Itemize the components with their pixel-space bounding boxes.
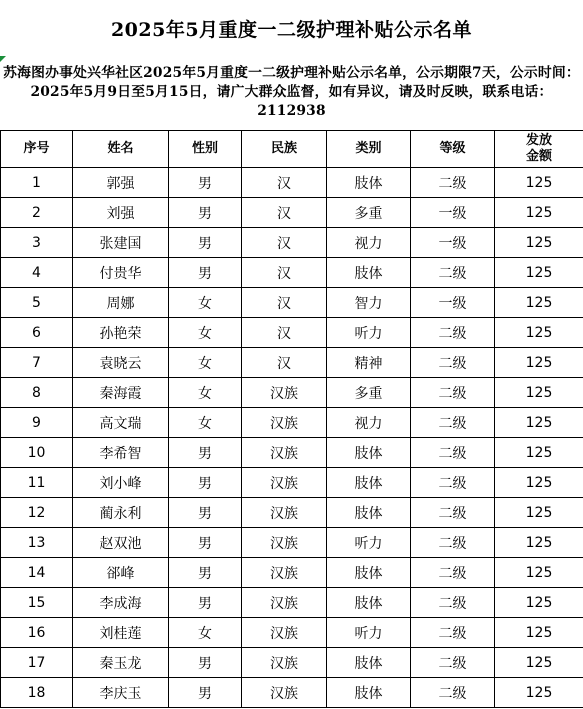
cell-ethnicity: 汉 bbox=[242, 228, 327, 258]
cell-ethnicity: 汉 bbox=[242, 258, 327, 288]
cell-category: 多重 bbox=[327, 378, 411, 408]
cell-name: 高文瑞 bbox=[73, 408, 169, 438]
header-index: 序号 bbox=[1, 131, 73, 168]
cell-category: 听力 bbox=[327, 318, 411, 348]
cell-amount: 125 bbox=[495, 648, 583, 678]
cell-level: 二级 bbox=[411, 588, 495, 618]
table-row bbox=[1, 438, 583, 468]
cell-gender: 女 bbox=[169, 318, 242, 348]
cell-level: 一级 bbox=[411, 198, 495, 228]
cell-gender: 男 bbox=[169, 558, 242, 588]
cell-index: 12 bbox=[1, 498, 73, 528]
cell-gender: 女 bbox=[169, 348, 242, 378]
cell-category: 肢体 bbox=[327, 498, 411, 528]
cell-ethnicity: 汉族 bbox=[242, 528, 327, 558]
cell-amount: 125 bbox=[495, 168, 583, 198]
cell-category: 肢体 bbox=[327, 678, 411, 708]
cell-category: 多重 bbox=[327, 198, 411, 228]
header-gender: 性别 bbox=[169, 131, 242, 168]
cell-ethnicity: 汉族 bbox=[242, 588, 327, 618]
cell-level: 一级 bbox=[411, 228, 495, 258]
cell-ethnicity: 汉 bbox=[242, 288, 327, 318]
table-row bbox=[1, 198, 583, 228]
cell-amount: 125 bbox=[495, 558, 583, 588]
cell-gender: 男 bbox=[169, 228, 242, 258]
cell-name: 李希智 bbox=[73, 438, 169, 468]
cell-gender: 男 bbox=[169, 198, 242, 228]
table-body bbox=[1, 168, 583, 708]
cell-index: 5 bbox=[1, 288, 73, 318]
cell-level: 二级 bbox=[411, 468, 495, 498]
cell-index: 14 bbox=[1, 558, 73, 588]
cell-level: 二级 bbox=[411, 408, 495, 438]
cell-amount: 125 bbox=[495, 348, 583, 378]
header-amount-line1: 发放 bbox=[525, 133, 552, 148]
cell-ethnicity: 汉族 bbox=[242, 438, 327, 468]
cell-ethnicity: 汉 bbox=[242, 198, 327, 228]
table-row bbox=[1, 258, 583, 288]
cell-amount: 125 bbox=[495, 258, 583, 288]
cell-ethnicity: 汉族 bbox=[242, 498, 327, 528]
cell-index: 10 bbox=[1, 438, 73, 468]
cell-amount: 125 bbox=[495, 618, 583, 648]
cell-corner-marker bbox=[0, 56, 6, 62]
cell-name: 刘桂莲 bbox=[73, 618, 169, 648]
cell-ethnicity: 汉族 bbox=[242, 468, 327, 498]
document-title: 2025年5月重度一二级护理补贴公示名单 bbox=[110, 19, 473, 41]
cell-name: 孙艳荣 bbox=[73, 318, 169, 348]
cell-name: 李庆玉 bbox=[73, 678, 169, 708]
subsidy-roster-table bbox=[0, 130, 583, 708]
cell-name: 周娜 bbox=[73, 288, 169, 318]
cell-name: 付贵华 bbox=[73, 258, 169, 288]
cell-category: 视力 bbox=[327, 408, 411, 438]
cell-level: 二级 bbox=[411, 648, 495, 678]
cell-gender: 男 bbox=[169, 438, 242, 468]
cell-ethnicity: 汉族 bbox=[242, 648, 327, 678]
table-row bbox=[1, 348, 583, 378]
cell-amount: 125 bbox=[495, 228, 583, 258]
cell-index: 7 bbox=[1, 348, 73, 378]
cell-index: 6 bbox=[1, 318, 73, 348]
cell-index: 15 bbox=[1, 588, 73, 618]
cell-category: 听力 bbox=[327, 618, 411, 648]
table-row bbox=[1, 498, 583, 528]
cell-name: 秦海霞 bbox=[73, 378, 169, 408]
cell-ethnicity: 汉 bbox=[242, 348, 327, 378]
cell-index: 11 bbox=[1, 468, 73, 498]
cell-index: 17 bbox=[1, 648, 73, 678]
header-category: 类别 bbox=[327, 131, 411, 168]
cell-gender: 女 bbox=[169, 408, 242, 438]
cell-level: 二级 bbox=[411, 528, 495, 558]
cell-category: 智力 bbox=[327, 288, 411, 318]
cell-name: 秦玉龙 bbox=[73, 648, 169, 678]
cell-amount: 125 bbox=[495, 288, 583, 318]
cell-category: 肢体 bbox=[327, 168, 411, 198]
cell-ethnicity: 汉族 bbox=[242, 618, 327, 648]
table-row bbox=[1, 228, 583, 258]
cell-amount: 125 bbox=[495, 528, 583, 558]
cell-gender: 男 bbox=[169, 498, 242, 528]
cell-level: 二级 bbox=[411, 438, 495, 468]
table-row bbox=[1, 288, 583, 318]
cell-gender: 男 bbox=[169, 468, 242, 498]
cell-gender: 男 bbox=[169, 258, 242, 288]
cell-ethnicity: 汉族 bbox=[242, 378, 327, 408]
cell-name: 郭强 bbox=[73, 168, 169, 198]
table-row bbox=[1, 528, 583, 558]
cell-amount: 125 bbox=[495, 378, 583, 408]
cell-level: 二级 bbox=[411, 168, 495, 198]
cell-gender: 女 bbox=[169, 378, 242, 408]
cell-name: 袁晓云 bbox=[73, 348, 169, 378]
header-ethnicity: 民族 bbox=[242, 131, 327, 168]
table-row bbox=[1, 618, 583, 648]
cell-name: 郤峰 bbox=[73, 558, 169, 588]
cell-amount: 125 bbox=[495, 588, 583, 618]
cell-index: 8 bbox=[1, 378, 73, 408]
cell-category: 肢体 bbox=[327, 438, 411, 468]
cell-gender: 男 bbox=[169, 648, 242, 678]
table-row bbox=[1, 408, 583, 438]
cell-level: 二级 bbox=[411, 348, 495, 378]
cell-level: 二级 bbox=[411, 498, 495, 528]
cell-gender: 男 bbox=[169, 528, 242, 558]
table-row bbox=[1, 378, 583, 408]
cell-ethnicity: 汉族 bbox=[242, 678, 327, 708]
table-row bbox=[1, 168, 583, 198]
cell-ethnicity: 汉族 bbox=[242, 558, 327, 588]
table-row bbox=[1, 318, 583, 348]
cell-category: 肢体 bbox=[327, 258, 411, 288]
cell-category: 听力 bbox=[327, 528, 411, 558]
table-row bbox=[1, 678, 583, 708]
cell-name: 张建国 bbox=[73, 228, 169, 258]
table-row bbox=[1, 468, 583, 498]
cell-amount: 125 bbox=[495, 318, 583, 348]
cell-index: 2 bbox=[1, 198, 73, 228]
cell-index: 16 bbox=[1, 618, 73, 648]
cell-index: 1 bbox=[1, 168, 73, 198]
table-header-row bbox=[1, 131, 583, 168]
cell-level: 二级 bbox=[411, 618, 495, 648]
table-row bbox=[1, 588, 583, 618]
cell-name: 李成海 bbox=[73, 588, 169, 618]
cell-category: 肢体 bbox=[327, 648, 411, 678]
cell-amount: 125 bbox=[495, 408, 583, 438]
cell-index: 13 bbox=[1, 528, 73, 558]
header-level: 等级 bbox=[411, 131, 495, 168]
cell-category: 肢体 bbox=[327, 468, 411, 498]
cell-level: 二级 bbox=[411, 678, 495, 708]
cell-gender: 男 bbox=[169, 588, 242, 618]
cell-index: 4 bbox=[1, 258, 73, 288]
cell-gender: 女 bbox=[169, 288, 242, 318]
cell-amount: 125 bbox=[495, 198, 583, 228]
notice-text: 苏海图办事处兴华社区2025年5月重度一二级护理补贴公示名单，公示期限7天，公示时间：2025年5月9日至5月15日，请广大群众监督，如有异议，请及时反映，联系电话：2112938 bbox=[3, 65, 580, 119]
cell-level: 二级 bbox=[411, 558, 495, 588]
cell-index: 3 bbox=[1, 228, 73, 258]
cell-level: 二级 bbox=[411, 378, 495, 408]
cell-name: 刘强 bbox=[73, 198, 169, 228]
cell-level: 二级 bbox=[411, 258, 495, 288]
cell-name: 赵双池 bbox=[73, 528, 169, 558]
cell-category: 精神 bbox=[327, 348, 411, 378]
cell-ethnicity: 汉 bbox=[242, 168, 327, 198]
cell-gender: 女 bbox=[169, 618, 242, 648]
cell-level: 二级 bbox=[411, 318, 495, 348]
cell-ethnicity: 汉 bbox=[242, 318, 327, 348]
header-name: 姓名 bbox=[73, 131, 169, 168]
cell-category: 肢体 bbox=[327, 588, 411, 618]
cell-index: 18 bbox=[1, 678, 73, 708]
header-amount bbox=[495, 131, 583, 168]
cell-category: 视力 bbox=[327, 228, 411, 258]
cell-gender: 男 bbox=[169, 168, 242, 198]
cell-name: 蔺永利 bbox=[73, 498, 169, 528]
cell-amount: 125 bbox=[495, 438, 583, 468]
cell-category: 肢体 bbox=[327, 558, 411, 588]
cell-amount: 125 bbox=[495, 468, 583, 498]
cell-ethnicity: 汉族 bbox=[242, 408, 327, 438]
cell-amount: 125 bbox=[495, 678, 583, 708]
cell-level: 一级 bbox=[411, 288, 495, 318]
cell-gender: 男 bbox=[169, 678, 242, 708]
cell-amount: 125 bbox=[495, 498, 583, 528]
cell-index: 9 bbox=[1, 408, 73, 438]
table-row bbox=[1, 648, 583, 678]
cell-name: 刘小峰 bbox=[73, 468, 169, 498]
table-row bbox=[1, 558, 583, 588]
header-amount-line2: 金额 bbox=[525, 149, 552, 164]
